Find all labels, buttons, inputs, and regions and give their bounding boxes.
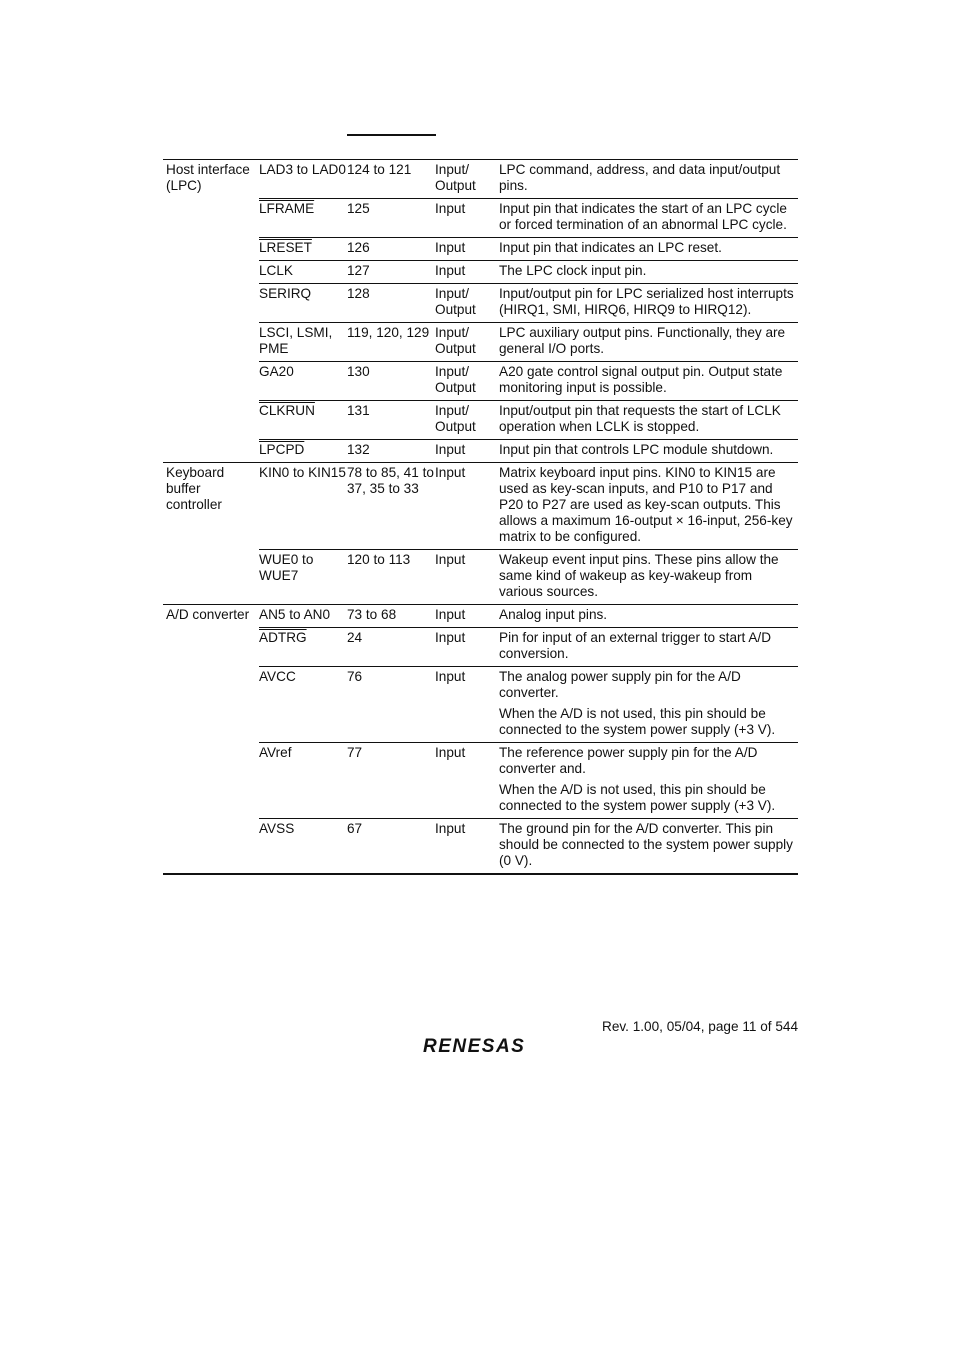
- description-paragraph: Input pin that indicates an LPC reset.: [499, 240, 722, 255]
- pin-io: Input: [435, 607, 466, 622]
- description-paragraph: The ground pin for the A/D converter. This pin should be connected to the system power supply (0 V).: [499, 821, 793, 868]
- description-paragraph: Input/output pin for LPC serialized host interrupts (HIRQ1, SMI, HIRQ6, HIRQ9 to HIRQ12).: [499, 286, 794, 317]
- pin-description: [499, 552, 798, 600]
- pin-description: [499, 325, 798, 357]
- pin-symbol: LCLK: [259, 263, 294, 278]
- pin-description: [499, 465, 798, 545]
- pin-number: 73 to 68: [347, 607, 397, 622]
- pin-number: 120 to 113: [347, 552, 411, 567]
- pin-symbol: LPCPD: [259, 442, 305, 457]
- table-row: [259, 439, 798, 462]
- table-row: [259, 818, 798, 873]
- description-paragraph: LPC command, address, and data input/output pins.: [499, 162, 781, 193]
- table-row: [259, 198, 798, 237]
- pin-symbol: AVref: [259, 745, 292, 760]
- pin-number: 128: [347, 286, 370, 301]
- description-paragraph: Wakeup event input pins. These pins allow the same kind of wakeup as key-wakeup from various sources.: [499, 552, 779, 599]
- pin-description: [499, 403, 798, 435]
- pin-io: Input/ Output: [435, 364, 476, 395]
- pin-function-table: [163, 159, 798, 875]
- pin-description: [499, 263, 798, 279]
- table-row: [259, 627, 798, 666]
- description-paragraph: A20 gate control signal output pin. Output state monitoring input is possible.: [499, 364, 783, 395]
- table-row: [259, 549, 798, 604]
- function-label: A/D converter: [166, 607, 250, 622]
- pin-description: [499, 607, 798, 623]
- pin-number: 67: [347, 821, 363, 836]
- table-row: [259, 160, 798, 198]
- pin-number: 24: [347, 630, 363, 645]
- pin-io: Input: [435, 465, 466, 480]
- pin-number: 130: [347, 364, 370, 379]
- function-label: Keyboard buffer controller: [166, 465, 225, 512]
- pin-io: Input: [435, 669, 466, 684]
- pin-symbol: GA20: [259, 364, 294, 379]
- table-row: [259, 361, 798, 400]
- pin-symbol: WUE0 to WUE7: [259, 552, 314, 583]
- pin-number: 127: [347, 263, 370, 278]
- pin-number: 76: [347, 669, 363, 684]
- pin-symbol: LRESET: [259, 240, 312, 255]
- pin-symbol: LSCI, LSMI, PME: [259, 325, 333, 356]
- page-footer: Rev. 1.00, 05/04, page 11 of 544: [602, 1019, 798, 1034]
- pin-io: Input: [435, 745, 466, 760]
- pin-description: [499, 162, 798, 194]
- pin-symbol: LAD3 to LAD0: [259, 162, 346, 177]
- pin-io: Input: [435, 630, 466, 645]
- table-row: [259, 260, 798, 283]
- description-paragraph: When the A/D is not used, this pin should be connected to the system power supply (+3 V).: [499, 706, 776, 737]
- pin-description: [499, 286, 798, 318]
- pin-number: 132: [347, 442, 370, 457]
- pin-symbol: SERIRQ: [259, 286, 312, 301]
- pin-io: Input: [435, 552, 466, 567]
- description-paragraph: Input/output pin that requests the start of LCLK operation when LCLK is stopped.: [499, 403, 781, 434]
- description-paragraph: The reference power supply pin for the A/D converter and.: [499, 745, 758, 776]
- description-paragraph: Analog input pins.: [499, 607, 608, 622]
- description-paragraph: Matrix keyboard input pins. KIN0 to KIN15 are used as key-scan inputs, and P10 to P17 and P20 to P27 are used as key-scan outputs. This allows a maximum 16-output × 16-input, 256-key matrix to be configured.: [499, 465, 793, 544]
- pin-io: Input/ Output: [435, 162, 476, 193]
- description-paragraph: The analog power supply pin for the A/D converter.: [499, 669, 741, 700]
- pin-symbol: AVSS: [259, 821, 295, 836]
- header-rule: [347, 134, 436, 136]
- pin-description: [499, 240, 798, 256]
- pin-number: 78 to 85, 41 to 37, 35 to 33: [347, 465, 434, 496]
- table-row: [259, 742, 798, 818]
- pin-io: Input: [435, 821, 466, 836]
- pin-number: 131: [347, 403, 370, 418]
- pin-io: Input: [435, 442, 466, 457]
- pin-description: [499, 364, 798, 396]
- pin-description: [499, 442, 798, 458]
- pin-io: Input/ Output: [435, 325, 476, 356]
- pin-description: [499, 669, 798, 738]
- pin-symbol: AVCC: [259, 669, 296, 684]
- pin-symbol: AN5 to AN0: [259, 607, 331, 622]
- function-group: [163, 160, 798, 462]
- description-paragraph: Input pin that controls LPC module shutdown.: [499, 442, 774, 457]
- table-row: [259, 463, 798, 549]
- pin-number: 126: [347, 240, 370, 255]
- table-row: [259, 283, 798, 322]
- table-row: [259, 666, 798, 742]
- pin-io: Input: [435, 240, 466, 255]
- pin-number: 119, 120, 129: [347, 325, 430, 340]
- pin-symbol: LFRAME: [259, 201, 315, 216]
- description-paragraph: LPC auxiliary output pins. Functionally, they are general I/O ports.: [499, 325, 786, 356]
- pin-symbol: CLKRUN: [259, 403, 315, 418]
- table-row: [259, 605, 798, 627]
- pin-io: Input/ Output: [435, 403, 476, 434]
- table-row: [259, 322, 798, 361]
- pin-symbol: ADTRG: [259, 630, 307, 645]
- pin-io: Input/ Output: [435, 286, 476, 317]
- pin-description: [499, 745, 798, 814]
- pin-description: [499, 630, 798, 662]
- description-paragraph: Input pin that indicates the start of an LPC cycle or forced termination of an abnormal LPC cycle.: [499, 201, 787, 232]
- pin-io: Input: [435, 201, 466, 216]
- pin-symbol: KIN0 to KIN15: [259, 465, 346, 480]
- function-label: Host interface (LPC): [166, 162, 250, 193]
- renesas-logo: [421, 1034, 541, 1056]
- description-paragraph: When the A/D is not used, this pin should be connected to the system power supply (+3 V).: [499, 782, 776, 813]
- table-row: [259, 400, 798, 439]
- pin-number: 125: [347, 201, 370, 216]
- pin-number: 77: [347, 745, 363, 760]
- description-paragraph: The LPC clock input pin.: [499, 263, 647, 278]
- svg-text:RENESAS: RENESAS: [423, 1036, 526, 1056]
- pin-description: [499, 821, 798, 869]
- description-paragraph: Pin for input of an external trigger to start A/D conversion.: [499, 630, 772, 661]
- function-group: [163, 462, 798, 604]
- pin-description: [499, 201, 798, 233]
- pin-io: Input: [435, 263, 466, 278]
- table-row: [259, 237, 798, 260]
- function-group: [163, 604, 798, 873]
- pin-number: 124 to 121: [347, 162, 412, 177]
